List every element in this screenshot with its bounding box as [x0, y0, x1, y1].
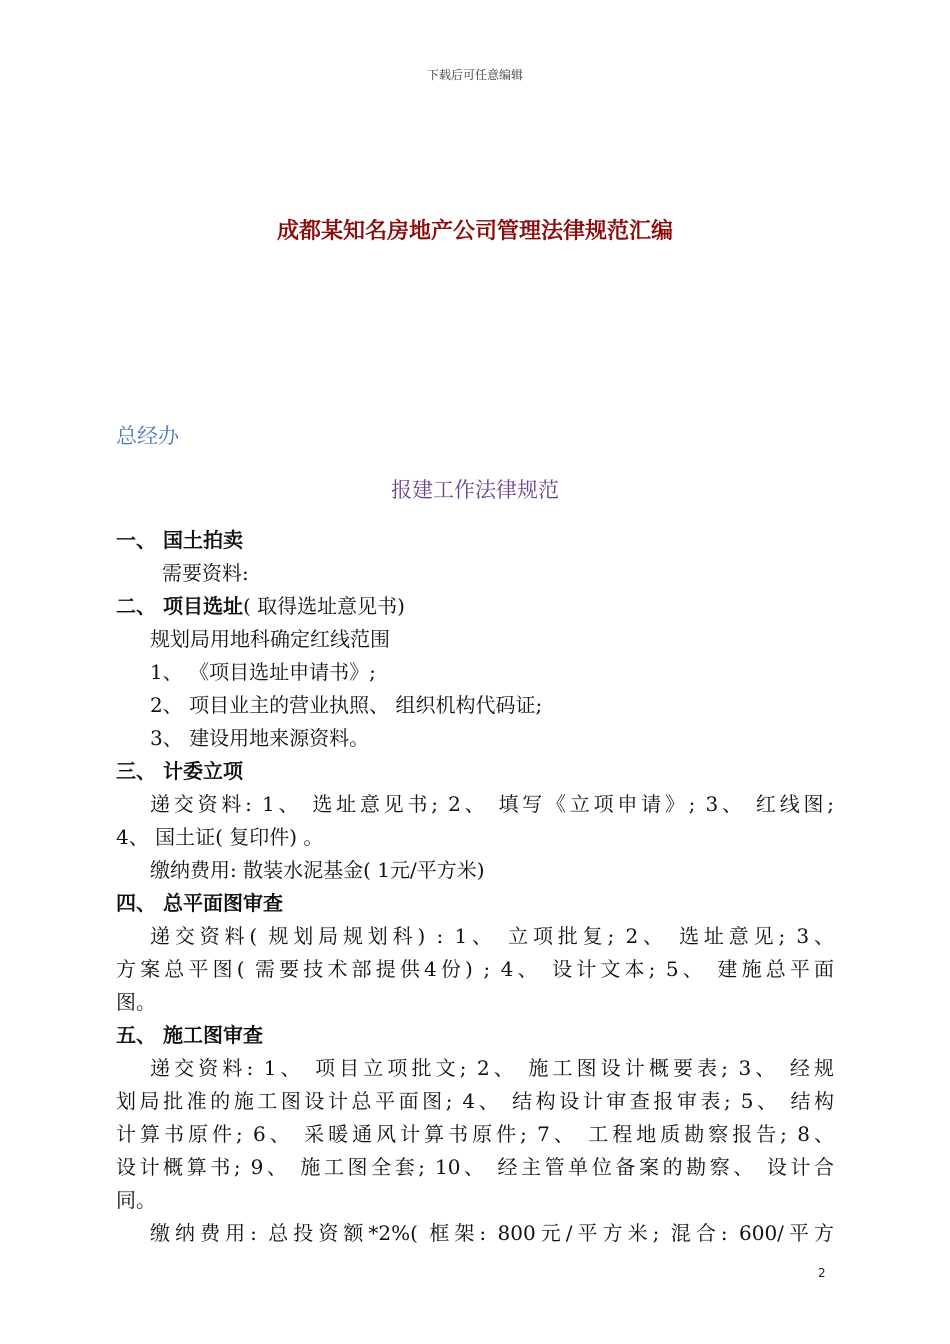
list-item: 3、 建设用地来源资料。 — [150, 726, 370, 750]
heading-text: 二、 项目选址 — [116, 594, 243, 618]
paragraph-line: 4、 国土证( 复印件) 。 — [116, 825, 324, 849]
heading-land-auction — [116, 524, 834, 557]
paragraph-line: 需要资料: — [162, 561, 249, 585]
document-body — [116, 524, 834, 1250]
heading-text: 一、 国土拍卖 — [116, 528, 243, 552]
list-item: 2、 项目业主的营业执照、 组织机构代码证; — [150, 693, 543, 717]
heading-site-selection — [116, 590, 834, 623]
heading-site-plan-review — [116, 887, 834, 920]
section-title: 报建工作法律规范 — [391, 478, 559, 502]
page-number: 2 — [818, 1266, 826, 1280]
paragraph-line: 规划局用地科确定红线范围 — [150, 627, 390, 651]
heading-text: 五、 施工图审查 — [116, 1023, 263, 1047]
header-note: 下载后可任意编辑 — [426, 68, 523, 82]
heading-project-approval — [116, 755, 834, 788]
paragraph-line: 方案总平图( 需要技术部提供4份) ; 4、 设计文本; 5、 建施总平面 — [116, 957, 834, 981]
paragraph-line: 递交资料: 1、 选址意见书; 2、 填写《立项申请》; 3、 红线图; — [150, 792, 834, 816]
paragraph-line: 缴纳费用: 总投资额*2%( 框架: 800元/平方米; 混合: 600/平方 — [150, 1221, 834, 1245]
document-title: 成都某知名房地产公司管理法律规范汇编 — [276, 219, 673, 244]
heading-text: 三、 计委立项 — [116, 759, 243, 783]
paragraph-line: 同。 — [116, 1188, 156, 1212]
paragraph-line: 图。 — [116, 990, 156, 1014]
paragraph-line: 设计概算书; 9、 施工图全套; 10、 经主管单位备案的勘察、 设计合 — [116, 1155, 834, 1179]
list-item: 1、 《项目选址申请书》; — [150, 660, 376, 684]
paragraph-line: 递交资料: 1、 项目立项批文; 2、 施工图设计概要表; 3、 经规 — [150, 1056, 834, 1080]
paragraph-line: 缴纳费用: 散装水泥基金( 1元/平方米) — [150, 858, 485, 882]
heading-subtext: ( 取得选址意见书) — [242, 594, 405, 618]
paragraph-line: 递交资料( 规划局规划科) : 1、 立项批复; 2、 选址意见; 3、 — [150, 924, 834, 948]
heading-construction-drawing-review — [116, 1019, 834, 1052]
department-label: 总经办 — [116, 424, 179, 448]
paragraph-line: 划局批准的施工图设计总平面图; 4、 结构设计审查报审表; 5、 结构 — [116, 1089, 834, 1113]
paragraph-line: 计算书原件; 6、 采暖通风计算书原件; 7、 工程地质勘察报告; 8、 — [116, 1122, 834, 1146]
heading-text: 四、 总平面图审查 — [116, 891, 283, 915]
